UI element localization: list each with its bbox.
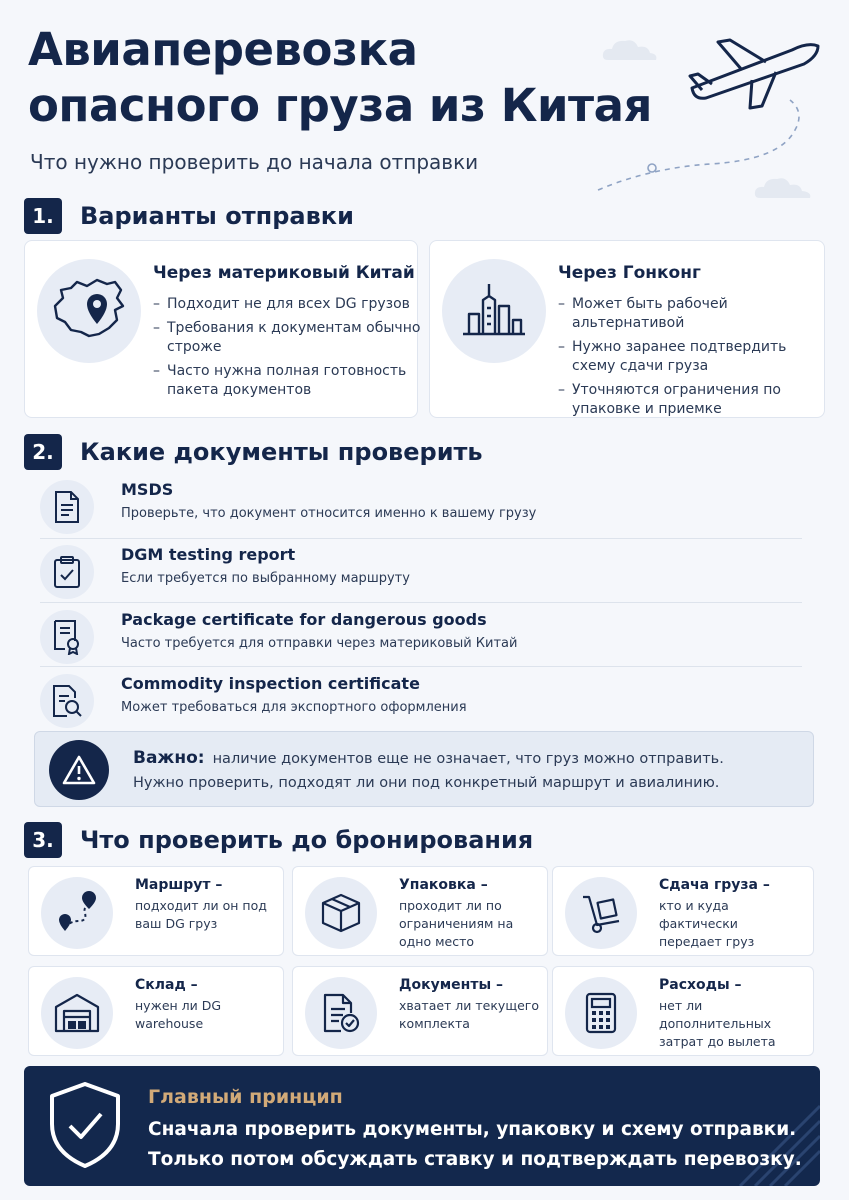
check-item-text: нет ли дополнительных затрат до вылета: [659, 998, 776, 1049]
section-number: 2.: [24, 434, 62, 470]
check-item-text: хватает ли текущего комплекта: [399, 998, 539, 1031]
china-map-pin-icon: [37, 259, 141, 363]
section-number: 1.: [24, 198, 62, 234]
warning-icon: [49, 740, 109, 800]
divider: [40, 666, 802, 667]
section-1-header: [24, 198, 354, 234]
check-item-documents: [292, 966, 548, 1056]
list-item: – Подходит не для всех DG грузов: [153, 295, 423, 314]
route-card-title: Через Гонконг: [558, 263, 701, 283]
check-item-costs: [552, 966, 814, 1056]
doc-name: Package certificate for dangerous goods: [121, 610, 487, 629]
city-skyline-icon: [442, 259, 546, 363]
page-title: [28, 22, 708, 134]
banner-line-1: Сначала проверить документы, упаковку и схему отправки.: [148, 1119, 797, 1140]
list-item: – Нужно заранее подтвердить схему сдачи груза: [558, 338, 828, 376]
check-item-title: Склад –: [135, 977, 198, 993]
check-item-packaging: [292, 866, 548, 956]
route-card-list: [153, 295, 423, 405]
doc-description: Часто требуется для отправки через материковый Китай: [121, 636, 518, 651]
doc-description: Может требоваться для экспортного оформления: [121, 700, 467, 715]
list-item: – Уточняются ограничения по упаковке и приемке: [558, 381, 828, 419]
route-icon: [41, 877, 113, 949]
divider: [40, 602, 802, 603]
box-icon: [305, 877, 377, 949]
document-icon: [40, 480, 94, 534]
section-title: Варианты отправки: [80, 202, 354, 230]
route-card-list: [558, 295, 828, 424]
list-item: – Может быть рабочей альтернативой: [558, 295, 828, 333]
document-check-icon: [305, 977, 377, 1049]
check-item-title: Сдача груза –: [659, 877, 770, 893]
certificate-icon: [40, 610, 94, 664]
title-line-1: Авиаперевозка: [28, 23, 418, 76]
check-item-text: подходит ли он под ваш DG груз: [135, 898, 267, 931]
hand-truck-icon: [565, 877, 637, 949]
calculator-icon: [565, 977, 637, 1049]
check-item-title: Документы –: [399, 977, 503, 993]
important-line-1: [133, 748, 724, 768]
check-item-text: проходит ли по ограничениям на одно место: [399, 898, 514, 949]
check-item-title: Маршрут –: [135, 877, 223, 893]
warehouse-icon: [41, 977, 113, 1049]
check-item-text: нужен ли DG warehouse: [135, 998, 222, 1031]
doc-name: MSDS: [121, 480, 174, 499]
doc-row-commodity-inspection: [40, 672, 802, 730]
title-line-2: опасного груза из Китая: [28, 79, 652, 132]
doc-description: Если требуется по выбранному маршруту: [121, 571, 410, 586]
document-search-icon: [40, 674, 94, 728]
check-item-text: кто и куда фактически передает груз: [659, 898, 755, 949]
section-title: Какие документы проверить: [80, 438, 483, 466]
doc-name: Commodity inspection certificate: [121, 674, 420, 693]
section-2-header: [24, 434, 483, 470]
doc-row-msds: [40, 478, 802, 536]
divider: [40, 538, 802, 539]
list-item: – Требования к документам обычно строже: [153, 319, 423, 357]
check-item-title: Расходы –: [659, 977, 742, 993]
check-item-handover: [552, 866, 814, 956]
route-card-title: Через материковый Китай: [153, 263, 415, 283]
banner-label: Главный принцип: [148, 1086, 343, 1108]
doc-row-package-certificate: [40, 608, 802, 666]
check-item-title: Упаковка –: [399, 877, 488, 893]
section-title: Что проверить до бронирования: [80, 826, 534, 854]
doc-name: DGM testing report: [121, 545, 296, 564]
section-number: 3.: [24, 822, 62, 858]
shield-check-icon: [46, 1080, 124, 1170]
route-card-hongkong: [429, 240, 825, 418]
check-item-route: [28, 866, 284, 956]
check-item-warehouse: [28, 966, 284, 1056]
route-card-mainland: [24, 240, 421, 418]
doc-description: Проверьте, что документ относится именно к вашему грузу: [121, 506, 537, 521]
important-line-2: Нужно проверить, подходят ли они под конкретный маршрут и авиалинию.: [133, 775, 720, 791]
section-3-header: [24, 822, 533, 858]
list-item: – Часто нужна полная готовность пакета документов: [153, 362, 423, 400]
important-label: Важно:: [133, 748, 205, 768]
main-principle-banner: [24, 1066, 820, 1186]
clipboard-check-icon: [40, 545, 94, 599]
banner-line-2: Только потом обсуждать ставку и подтверждать перевозку.: [148, 1149, 802, 1170]
page-subtitle: Что нужно проверить до начала отправки: [30, 150, 479, 174]
important-text: наличие документов еще не означает, что груз можно отправить.: [212, 751, 724, 767]
doc-row-dgm: [40, 543, 802, 601]
important-note: [34, 731, 814, 807]
